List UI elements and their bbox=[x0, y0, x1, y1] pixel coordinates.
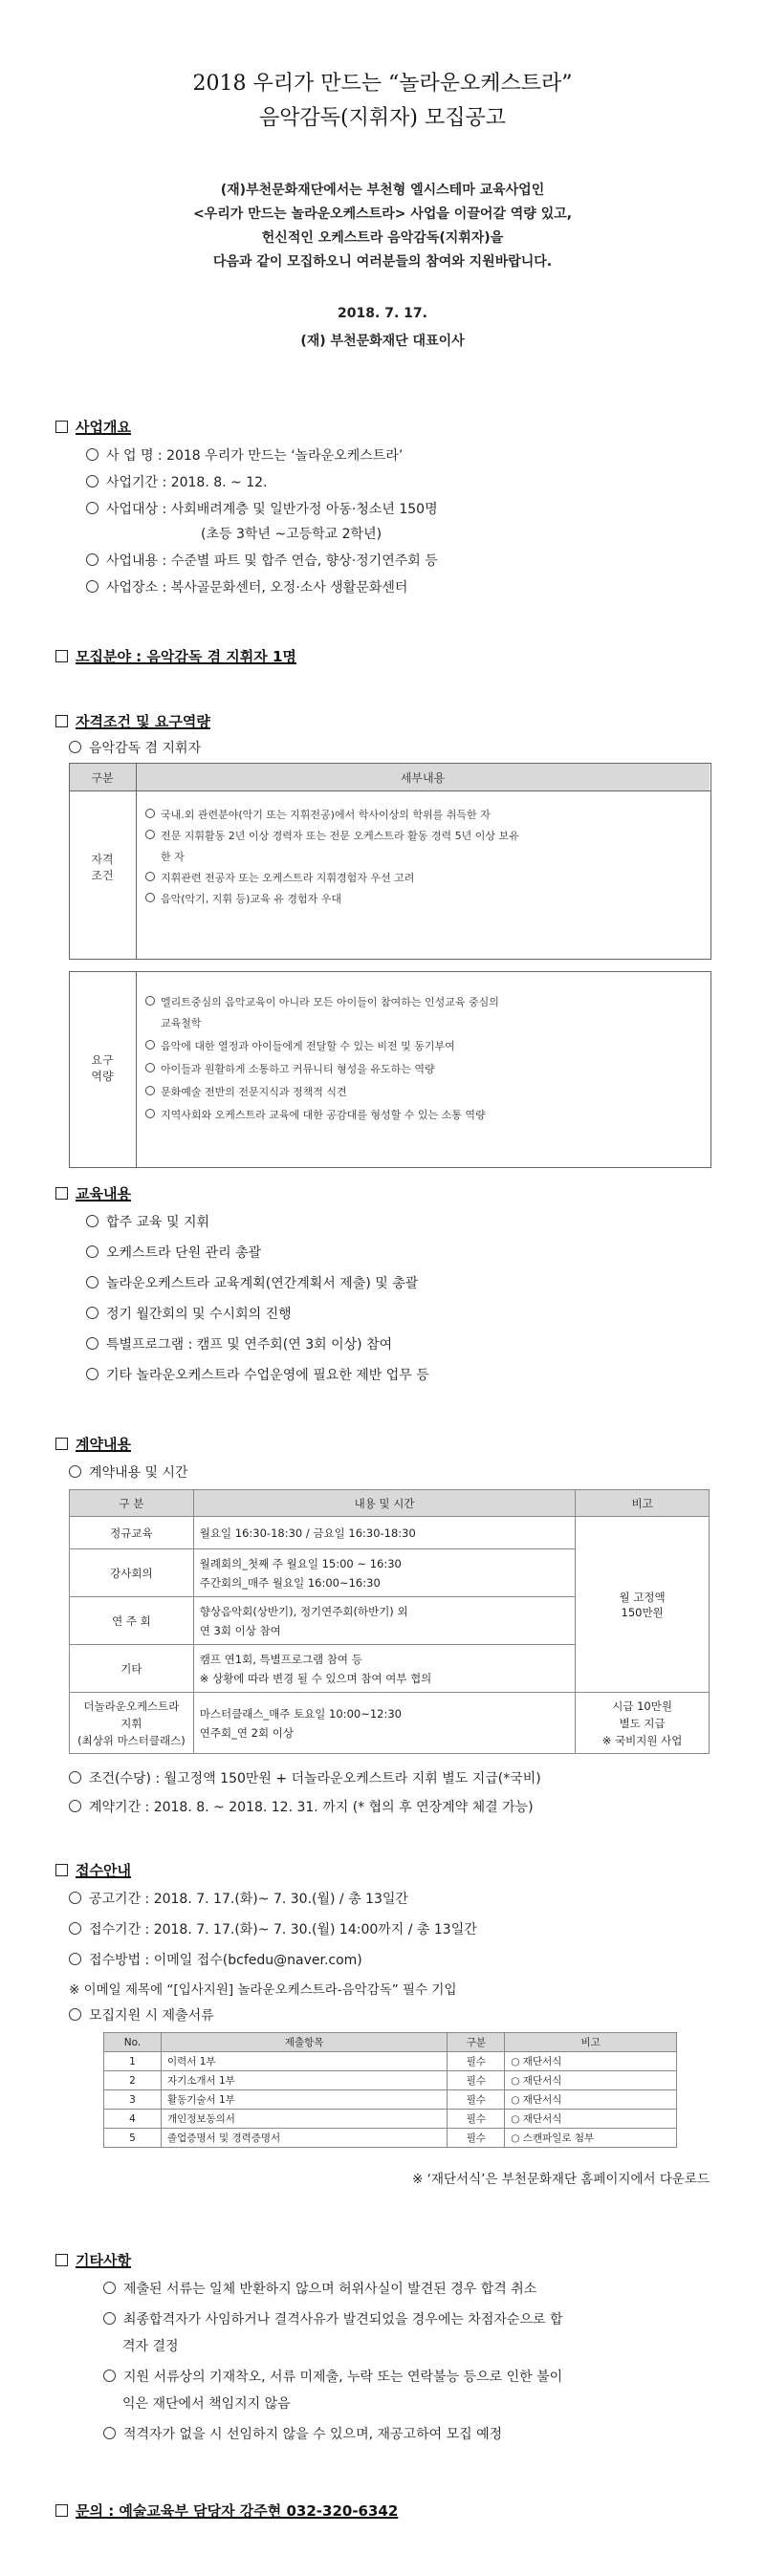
contract-table bbox=[69, 1489, 710, 1754]
circle-bullet-icon bbox=[86, 1337, 98, 1350]
col-header: 제출항목 bbox=[161, 2033, 447, 2052]
circle-bullet-icon bbox=[145, 1086, 155, 1095]
circle-bullet-icon bbox=[145, 996, 155, 1006]
qualification-line: 국내.외 관련분야(악기 또는 지휘전공)에서 학사이상의 학위를 취득한 자 bbox=[145, 807, 491, 822]
notice-date: 2018. 7. 17. bbox=[338, 306, 427, 321]
section-heading: 문의 : 예술교육부 담당자 강주현 032-320-6342 bbox=[76, 2502, 399, 2520]
col-header: 세부내용 bbox=[400, 771, 446, 785]
competency-line: 엘리트중심의 음악교육이 아니라 모든 아이들이 참여하는 인성교육 중심의 bbox=[145, 994, 499, 1009]
circle-bullet-icon bbox=[103, 2370, 116, 2382]
section-heading: 교육내용 bbox=[76, 1185, 131, 1202]
circle-bullet-icon bbox=[86, 502, 98, 514]
education-item: 합주 교육 및 지휘 bbox=[86, 1212, 209, 1231]
overview-item: 사업장소 : 복사골문화센터, 오정·소사 생활문화센터 bbox=[86, 577, 407, 596]
col-header: No. bbox=[104, 2033, 162, 2052]
row-label: 요구 역량 bbox=[91, 1053, 114, 1083]
section-qualification bbox=[55, 711, 210, 731]
competency-line-continued: 교육철학 bbox=[161, 1017, 202, 1029]
intro-line-4: 다음과 같이 모집하오니 여러분들의 참여와 지원바랍니다. bbox=[212, 254, 553, 270]
note-cell: 월 고정액 150만원 bbox=[576, 1517, 710, 1693]
circle-bullet-icon bbox=[86, 1215, 98, 1227]
education-item: 정기 월간회의 및 수시회의 진행 bbox=[86, 1304, 292, 1323]
table-row-label: 정규교육 bbox=[70, 1517, 194, 1549]
table-row-label: 연 주 회 bbox=[70, 1597, 194, 1645]
qualification-line: 전문 지휘활동 2년 이상 경력자 또는 전문 오케스트라 활동 경력 5년 이상 보유 bbox=[145, 828, 519, 843]
other-item: 적격자가 없을 시 선임하지 않을 수 있으며, 재공고하여 모집 예정 bbox=[103, 2424, 502, 2443]
circle-bullet-icon bbox=[69, 1922, 81, 1935]
col-header: 비고 bbox=[576, 1490, 710, 1517]
intro-line-2: <우리가 만드는 놀라운오케스트라> 사업을 이끌어갈 역량 있고, bbox=[192, 206, 573, 222]
intro-line-1: (재)부천문화재단에서는 부천형 엘시스테마 교육사업인 bbox=[220, 183, 545, 198]
notice-signer: (재) 부천문화재단 대표이사 bbox=[300, 334, 465, 349]
other-item: 제출된 서류는 일체 반환하지 않으며 허위사실이 발견된 경우 합격 취소 bbox=[103, 2279, 536, 2298]
table-cell: 향상음악회(상반기), 정기연주회(하반기) 외 연 3회 이상 참여 bbox=[193, 1597, 575, 1645]
circle-bullet-icon bbox=[86, 1276, 98, 1288]
circle-bullet-icon bbox=[145, 893, 155, 902]
col-header: 구 분 bbox=[70, 1490, 194, 1517]
section-recruit bbox=[55, 646, 296, 666]
education-item: 놀라운오케스트라 교육계획(연간계획서 제출) 및 총괄 bbox=[86, 1273, 418, 1292]
section-heading: 자격조건 및 요구역량 bbox=[76, 713, 210, 730]
square-bullet-icon bbox=[55, 1438, 68, 1450]
overview-item-continued: (초등 3학년 ~고등학교 2학년) bbox=[201, 527, 382, 542]
circle-bullet-icon bbox=[69, 741, 81, 753]
section-heading: 기타사항 bbox=[76, 2252, 131, 2269]
contract-item: 조건(수당) : 월고정액 150만원 + 더놀라운오케스트라 지휘 별도 지급(*국비) bbox=[69, 1768, 541, 1787]
square-bullet-icon bbox=[55, 2504, 68, 2517]
overview-item: 사 업 명 : 2018 우리가 만드는 ‘놀라운오케스트라’ bbox=[86, 445, 403, 465]
qualification-line: 지휘관련 전공자 또는 오케스트라 지휘경험자 우선 고려 bbox=[145, 870, 414, 885]
circle-bullet-icon bbox=[86, 553, 98, 566]
overview-item: 사업내용 : 수준별 파트 및 합주 연습, 향상·정기연주회 등 bbox=[86, 551, 438, 570]
square-bullet-icon bbox=[55, 715, 68, 727]
overview-item: 사업기간 : 2018. 8. ~ 12. bbox=[86, 472, 268, 491]
other-item: 최종합격자가 사임하거나 결격사유가 발견되었을 경우에는 차점자순으로 합 bbox=[103, 2309, 562, 2328]
intro-line-3: 헌신적인 오케스트라 음악감독(지휘자)을 bbox=[261, 230, 504, 246]
qualification-sub: 음악감독 겸 지휘자 bbox=[69, 738, 201, 757]
contract-item: 계약기간 : 2018. 8. ~ 2018. 12. 31. 까지 (* 협의 후 연장계약 체결 가능) bbox=[69, 1797, 534, 1816]
section-heading: 모집분야 : 음악감독 겸 지휘자 1명 bbox=[76, 648, 296, 665]
table-row-label: 기타 bbox=[70, 1645, 194, 1693]
title-line-2: 음악감독(지휘자) 모집공고 bbox=[259, 106, 506, 130]
circle-bullet-icon bbox=[145, 872, 155, 881]
table-cell: 캠프 연1회, 특별프로그램 참여 등 ※ 상황에 따라 변경 될 수 있으며 참여 여부 협의 bbox=[193, 1645, 575, 1693]
application-item: 공고기간 : 2018. 7. 17.(화)~ 7. 30.(월) / 총 13일간 bbox=[69, 1889, 408, 1908]
divider bbox=[136, 763, 137, 959]
section-education bbox=[55, 1183, 131, 1203]
education-item: 특별프로그램 : 캠프 및 연주회(연 3회 이상) 참여 bbox=[86, 1334, 392, 1353]
competency-line: 음악에 대한 열정과 아이들에게 전달할 수 있는 비전 및 동기부여 bbox=[145, 1038, 455, 1053]
circle-bullet-icon bbox=[69, 1771, 81, 1784]
other-item-continued: 익은 재단에서 책임지지 않음 bbox=[122, 2396, 291, 2412]
section-heading: 접수안내 bbox=[76, 1862, 131, 1879]
table-cell: 마스터클래스_매주 토요일 10:00~12:30 연주회_연 2회 이상 bbox=[193, 1693, 575, 1754]
circle-bullet-icon bbox=[103, 2312, 116, 2325]
circle-bullet-icon bbox=[145, 1109, 155, 1118]
application-item: 접수방법 : 이메일 접수(bcfedu@naver.com) bbox=[69, 1950, 362, 1969]
square-bullet-icon bbox=[55, 2254, 68, 2266]
table-cell: 월요일 16:30-18:30 / 금요일 16:30-18:30 bbox=[193, 1517, 575, 1549]
section-application bbox=[55, 1860, 131, 1880]
circle-bullet-icon bbox=[145, 1040, 155, 1050]
col-header: 구분 bbox=[91, 771, 114, 785]
circle-bullet-icon bbox=[69, 1892, 81, 1904]
competency-line: 지역사회와 오케스트라 교육에 대한 공감대를 형성할 수 있는 소통 역량 bbox=[145, 1107, 486, 1122]
contract-sub: 계약내용 및 시간 bbox=[69, 1462, 188, 1482]
education-item: 오케스트라 단원 관리 총괄 bbox=[86, 1243, 261, 1262]
square-bullet-icon bbox=[55, 1187, 68, 1200]
circle-bullet-icon bbox=[103, 2427, 116, 2439]
circle-bullet-icon bbox=[86, 580, 98, 593]
square-bullet-icon bbox=[55, 421, 68, 433]
table-row: 3 활동기술서 1부 필수 ○ 재단서식 bbox=[104, 2090, 677, 2110]
circle-bullet-icon bbox=[86, 1245, 98, 1258]
circle-bullet-icon bbox=[86, 475, 98, 487]
square-bullet-icon bbox=[55, 650, 68, 662]
email-note: ※ 이메일 제목에 “[입사지원] 놀라운오케스트라-음악감독” 필수 기입 bbox=[69, 1982, 457, 1998]
other-item: 지원 서류상의 기재착오, 서류 미제출, 누락 또는 연락불능 등으로 인한 불이 bbox=[103, 2367, 562, 2386]
qualification-line-continued: 한 자 bbox=[161, 851, 185, 863]
circle-bullet-icon bbox=[69, 1465, 81, 1478]
section-overview bbox=[55, 417, 131, 437]
title-line-1: 2018 우리가 만드는 “놀라운오케스트라” bbox=[192, 72, 573, 96]
section-contract bbox=[55, 1434, 131, 1454]
divider bbox=[136, 971, 137, 1167]
table-row: 2 자기소개서 1부 필수 ○ 재단서식 bbox=[104, 2071, 677, 2090]
section-heading: 사업개요 bbox=[76, 419, 131, 436]
table-row: 1 이력서 1부 필수 ○ 재단서식 bbox=[104, 2052, 677, 2071]
table-row-label: 강사회의 bbox=[70, 1549, 194, 1597]
circle-bullet-icon bbox=[86, 448, 98, 461]
col-header: 구분 bbox=[448, 2033, 505, 2052]
section-other bbox=[55, 2250, 131, 2270]
competency-line: 아이들과 원활하게 소통하고 커뮤니티 형성을 유도하는 역량 bbox=[145, 1061, 435, 1076]
circle-bullet-icon bbox=[103, 2282, 116, 2294]
circle-bullet-icon bbox=[69, 1800, 81, 1812]
section-contact bbox=[55, 2500, 398, 2521]
other-item-continued: 격자 결정 bbox=[122, 2339, 179, 2354]
application-item: 접수기간 : 2018. 7. 17.(화)~ 7. 30.(월) 14:00까지 / 총 13일간 bbox=[69, 1919, 477, 1938]
row-label: 자격 조건 bbox=[91, 853, 114, 882]
form-note: ※ ‘재단서식’은 부천문화재단 홈페이지에서 다운로드 bbox=[412, 2172, 710, 2187]
qualification-line: 음악(악기, 지휘 등)교육 유 경험자 우대 bbox=[145, 891, 341, 906]
table-cell: 월례회의_첫째 주 월요일 15:00 ~ 16:30 주간회의_매주 월요일 16:00~16:30 bbox=[193, 1549, 575, 1597]
docs-sub: 모집지원 시 제출서류 bbox=[69, 2005, 214, 2024]
circle-bullet-icon bbox=[145, 809, 155, 818]
circle-bullet-icon bbox=[145, 830, 155, 839]
circle-bullet-icon bbox=[86, 1307, 98, 1319]
education-item: 기타 놀라운오케스트라 수업운영에 필요한 제반 업무 등 bbox=[86, 1365, 429, 1384]
divider bbox=[69, 790, 710, 791]
documents-table bbox=[103, 2032, 677, 2148]
overview-item: 사업대상 : 사회배려계층 및 일반가정 아동·청소년 150명 bbox=[86, 499, 438, 518]
circle-bullet-icon bbox=[69, 1953, 81, 1965]
circle-bullet-icon bbox=[145, 1063, 155, 1072]
col-header: 내용 및 시간 bbox=[193, 1490, 575, 1517]
competency-line: 문화예술 전반의 전문지식과 정책적 식견 bbox=[145, 1084, 347, 1099]
circle-bullet-icon bbox=[86, 1368, 98, 1380]
square-bullet-icon bbox=[55, 1864, 68, 1876]
table-row: 4 개인정보동의서 필수 ○ 재단서식 bbox=[104, 2110, 677, 2129]
table-row-label: 더놀라운오케스트라 지휘 (최상위 마스터클래스) bbox=[70, 1693, 194, 1754]
section-heading: 계약내용 bbox=[76, 1436, 131, 1453]
col-header: 비고 bbox=[505, 2033, 677, 2052]
note-cell: 시급 10만원 별도 지급 ※ 국비지원 사업 bbox=[576, 1693, 710, 1754]
circle-bullet-icon bbox=[69, 2008, 81, 2021]
table-row: 5 졸업증명서 및 경력증명서 필수 ○ 스캔파일로 첨부 bbox=[104, 2129, 677, 2148]
